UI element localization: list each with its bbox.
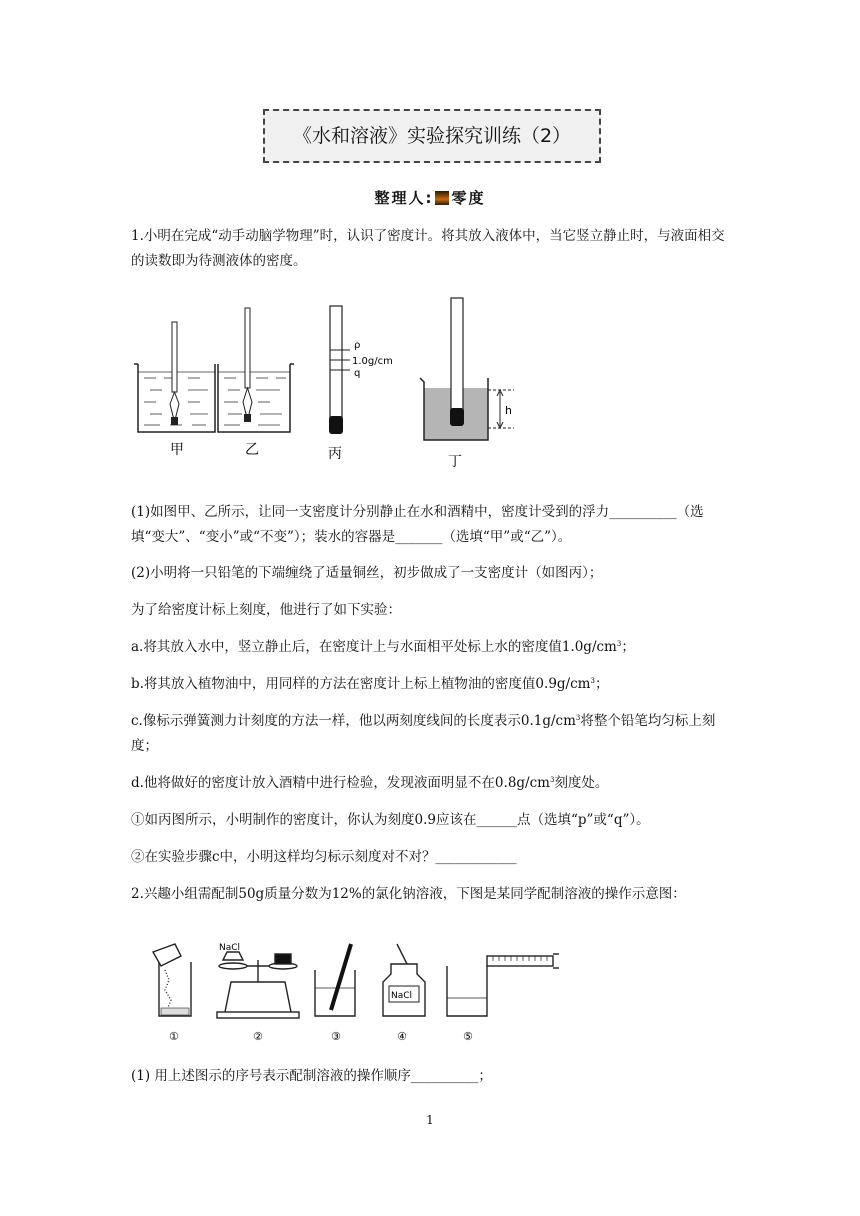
step4-label: ④ xyxy=(397,1030,407,1043)
figure-solution-steps xyxy=(135,940,565,1050)
step1-label: ① xyxy=(169,1030,179,1043)
page-title: 《水和溶液》实验探究训练（2） xyxy=(263,109,601,163)
question-1-sub-1: ①如丙图所示，小明制作的密度计，你认为刻度0.9应该在______点（选填“p”或“q”）。 xyxy=(131,812,650,828)
question-1-step-b: b.将其放入植物油中，用同样的方法在密度计上标上植物油的密度值$0.9g/cm^3$； xyxy=(131,676,609,692)
step2-label: ② xyxy=(253,1030,263,1043)
mark-p: ρ xyxy=(354,340,361,351)
author-name: 零度 xyxy=(451,189,486,207)
figure-hydrometers xyxy=(130,292,530,472)
author-line xyxy=(0,187,860,208)
step2-balance xyxy=(217,952,299,1018)
question-1-step-a: a.将其放入水中，竖立静止后，在密度计上与水面相平处标上水的密度值$1.0g/cm^3$； xyxy=(131,639,635,655)
step5-cylinder xyxy=(447,954,559,1016)
beaker-ding xyxy=(420,298,514,440)
step1-pouring xyxy=(153,944,191,1016)
question-2-intro: 2.兴趣小组需配制50g质量分数为12%的氯化钠溶液，下图是某同学配制溶液的操作示意图： xyxy=(131,886,686,902)
mark-density: 1.0g/cm xyxy=(352,356,393,367)
question-1-part-1: (1)如图甲、乙所示，让同一支密度计分别静止在水和酒精中，密度计受到的浮力__________（选填“变大”、“变小”或“不变”）；装水的容器是_______（选填“甲”或“乙”）。 xyxy=(131,504,704,545)
beaker-yi xyxy=(218,308,294,432)
label-jia: 甲 xyxy=(170,442,184,458)
label-bing: 丙 xyxy=(328,446,342,462)
question-1-sub-2: ②在实验步骤c中，小明这样均匀标示刻度对不对？____________ xyxy=(131,849,517,865)
mark-q: q xyxy=(354,368,361,379)
page-number: 1 xyxy=(426,1113,434,1127)
question-2-part-1: (1) 用上述图示的序号表示配制溶液的操作顺序__________； xyxy=(131,1068,492,1084)
question-1-part-2: (2)小明将一只铅笔的下端缠绕了适量铜丝，初步做成了一支密度计（如图丙）； xyxy=(131,565,603,581)
question-1-step-d: d.他将做好的密度计放入酒精中进行检验，发现液面明显不在$0.8g/cm^3$刻度处。 xyxy=(131,775,609,791)
step2-nacl-label: NaCl xyxy=(219,943,241,953)
step4-bottle xyxy=(383,944,425,1016)
author-prefix: 整理人: xyxy=(374,189,434,207)
mark-h: h xyxy=(505,404,512,417)
step5-label: ⑤ xyxy=(463,1030,473,1043)
question-1-step-c: c.像标示弹簧测力计刻度的方法一样，他以两刻度线间的长度表示$0.1g/cm^3$将整个铅笔均匀标上刻度； xyxy=(131,713,716,754)
question-1-part-3: 为了给密度计标上刻度，他进行了如下实验： xyxy=(131,602,401,618)
step3-label: ③ xyxy=(331,1030,341,1043)
step4-nacl-label: NaCl xyxy=(391,991,413,1001)
label-yi: 乙 xyxy=(245,442,259,458)
beaker-jia xyxy=(134,322,215,432)
step3-stirring xyxy=(315,944,355,1016)
label-ding: 丁 xyxy=(448,454,462,470)
author-avatar-icon xyxy=(435,191,449,205)
question-1-intro: 1.小明在完成“动手动脑学物理”时，认识了密度计。将其放入液体中，当它竖立静止时，与液面相交的读数即为待测液体的密度。 xyxy=(131,228,725,269)
pencil-hydrometer xyxy=(329,306,350,434)
